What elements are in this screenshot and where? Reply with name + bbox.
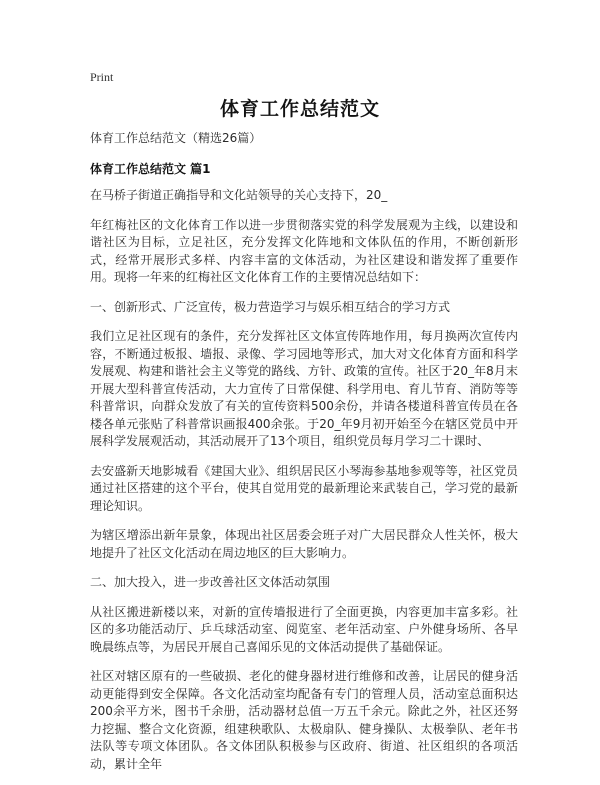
document-subtitle: 体育工作总结范文（精选26篇）: [90, 131, 262, 145]
document-body: [90, 130, 518, 785]
section-heading: 体育工作总结范文 篇1: [90, 161, 211, 176]
paragraph: 去安盛新天地影城看《建国大业》、组织居民区小琴海参基地参观等等，社区党员通过社区搭建的这个平台，使其自觉用党的最新理论来武装自己，学习党的最新理论知识。: [90, 463, 518, 513]
section-subheading: 一、创新形式、广泛宣传，极力营造学习与娱乐相互结合的学习方式: [90, 299, 451, 314]
paragraph: 我们立足社区现有的条件，充分发挥社区文体宣传阵地作用，每月换两次宣传内容，不断通过板报、墙报、录像、学习园地等形式，加大对文化体育方面和科学发展观、构建和谐社会主义等党的路线、方针、政策的宣传。社区于20_年8月末开展大型科普宣传活动，大力宣传了日常保健、科学用电、育儿节育、消防等等科普常识，向群众发放了有关的宣传资料500余份，并请各楼道科普宣传员在各楼各单元张贴了科普常识画报400余张。于20_年9月初开始至今在辖区党员中开展科学发展观活动，其活动展开了13个项目，组织党员每月学习二十课时、: [90, 329, 518, 448]
paragraph: 从社区搬进新楼以来，对新的宣传墙报进行了全面更换，内容更加丰富多彩。社区的多功能活动厅、乒乓球活动室、阅览室、老年活动室、户外健身场所、各早晚晨练点等，为居民开展自己喜闻乐见的文体活动提供了基础保证。: [90, 604, 518, 654]
paragraph: 在马桥子街道正确指导和文化站领导的关心支持下，20_: [90, 188, 388, 202]
paragraph: 年红梅社区的文化体育工作以进一步贯彻落实党的科学发展观为主线，以建设和谐社区为目标，立足社区，充分发挥文化阵地和文体队伍的作用，不断创新形式，经常开展形式多样、内容丰富的文体活动，为社区建设和谐发挥了重要作用。现将一年来的红梅社区文化体育工作的主要情况总结如下：: [90, 217, 518, 284]
page-title: 体育工作总结范文: [219, 98, 380, 120]
print-link[interactable]: Print: [90, 70, 114, 84]
paragraph: 社区对辖区原有的一些破损、老化的健身器材进行维修和改善，让居民的健身活动更能得到安全保障。各文化活动室均配备有专门的管理人员，活动室总面积达200余平方米，图书千余册，活动器材总值一万五千余元。除此之外，社区还努力挖掘、整合文化资源，组建秧歌队、太极扇队、健身操队、太极拳队、老年书法队等专项文体团队。各文体团队积极参与区政府、街道、社区组织的各项活动，累计全年: [90, 669, 518, 771]
paragraph: 为辖区增添出新年景象，体现出社区居委会班子对广大居民群众人性关怀，极大地提升了社区文化活动在周边地区的巨大影响力。: [90, 528, 518, 560]
section-subheading: 二、加大投入，进一步改善社区文体活动氛围: [90, 575, 331, 589]
